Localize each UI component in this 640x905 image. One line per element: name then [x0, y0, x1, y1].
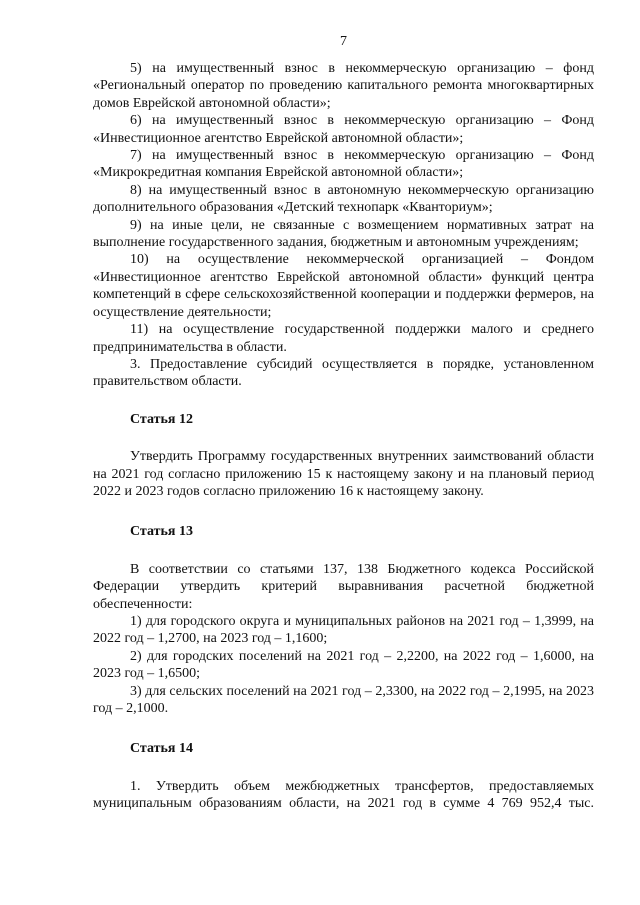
list-item: 10) на осуществление некоммерческой организацией – Фондом «Инвестиционное агентство Еврейской автономной области» функций центра компетенций в сфере сельскохозяйственной кооперации и поддержки фермеров, на осуществление деятельности;: [93, 252, 594, 320]
list-item: 2) для городских поселений на 2021 год – 2,2200, на 2022 год – 1,6000, на 2023 год – 1,6500;: [93, 648, 594, 682]
paragraph: 1. Утвердить объем межбюджетных трансфертов, предоставляемых муниципальным образованиям области, на 2021 год в сумме 4 769 952,4 тыс.: [93, 778, 594, 812]
list-item: 3) для сельских поселений на 2021 год – 2,3300, на 2022 год – 2,1995, на 2023 год – 2,1000.: [93, 683, 594, 716]
paragraph: В соответствии со статьями 137, 138 Бюджетного кодекса Российской Федерации утвердить критерий выравнивания расчетной бюджетной обеспеченности:: [93, 561, 594, 612]
page-number: 7: [340, 34, 347, 49]
list-item: 9) на иные цели, не связанные с возмещением нормативных затрат на выполнение государственного задания, бюджетным и автономным учреждениям;: [93, 217, 594, 251]
article-heading: Статья 14: [130, 741, 193, 757]
article-heading: Статья 13: [130, 524, 193, 540]
list-item: 8) на имущественный взнос в автономную некоммерческую организацию дополнительного образования «Детский технопарк «Кванториум»;: [93, 182, 594, 216]
list-item: 7) на имущественный взнос в некоммерческую организацию – Фонд «Микрокредитная компания Еврейской автономной области»;: [93, 148, 594, 181]
paragraph: Утвердить Программу государственных внутренних заимствований области на 2021 год согласно приложению 15 к настоящему закону и на плановый период 2022 и 2023 годов согласно приложению 16 к настоящему закону.: [93, 449, 594, 499]
article-heading: Статья 12: [130, 411, 193, 427]
document-body: [93, 60, 594, 813]
paragraph: 3. Предоставление субсидий осуществляется в порядке, установленном правительством области.: [93, 356, 594, 390]
list-item: 11) на осуществление государственной поддержки малого и среднего предпринимательства в области.: [93, 322, 594, 355]
list-item: 1) для городского округа и муниципальных районов на 2021 год – 1,3999, на 2022 год – 1,2700, на 2023 год – 1,1600;: [93, 613, 594, 647]
list-item: 6) на имущественный взнос в некоммерческую организацию – Фонд «Инвестиционное агентство Еврейской автономной области»;: [93, 113, 594, 146]
list-item: 5) на имущественный взнос в некоммерческую организацию – фонд «Региональный оператор по проведению капитального ремонта многоквартирных домов Еврейской автономной области»;: [93, 61, 594, 111]
